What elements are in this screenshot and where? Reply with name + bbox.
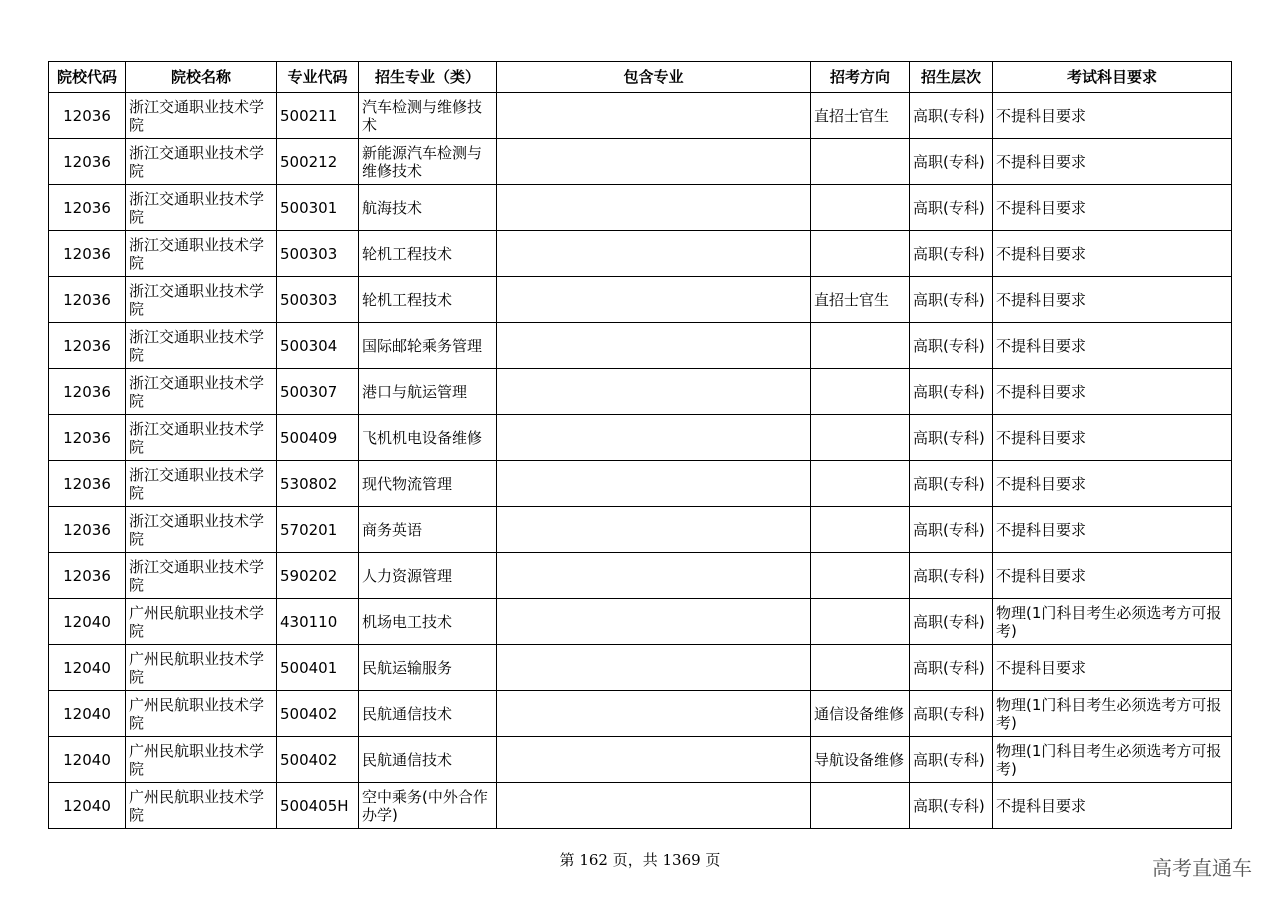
level-cell: 高职(专科) xyxy=(910,461,993,507)
requirement-cell: 不提科目要求 xyxy=(993,415,1232,461)
column-header: 考试科目要求 xyxy=(993,62,1232,93)
direction-cell xyxy=(811,553,910,599)
level-cell: 高职(专科) xyxy=(910,185,993,231)
column-header: 院校代码 xyxy=(49,62,126,93)
column-header: 院校名称 xyxy=(126,62,277,93)
direction-cell xyxy=(811,415,910,461)
major-cell: 飞机机电设备维修 xyxy=(359,415,497,461)
included-majors-cell xyxy=(497,461,811,507)
major-code-cell: 500212 xyxy=(277,139,359,185)
table-body xyxy=(49,93,1232,829)
table-row xyxy=(49,139,1232,185)
column-header: 专业代码 xyxy=(277,62,359,93)
included-majors-cell xyxy=(497,599,811,645)
table-row xyxy=(49,645,1232,691)
major-code-cell: 500307 xyxy=(277,369,359,415)
included-majors-cell xyxy=(497,369,811,415)
major-cell: 人力资源管理 xyxy=(359,553,497,599)
major-code-cell: 500401 xyxy=(277,645,359,691)
included-majors-cell xyxy=(497,277,811,323)
direction-cell xyxy=(811,783,910,829)
direction-cell xyxy=(811,507,910,553)
school-name-cell: 广州民航职业技术学院 xyxy=(126,737,277,783)
direction-cell xyxy=(811,323,910,369)
column-header: 招考方向 xyxy=(811,62,910,93)
major-cell: 商务英语 xyxy=(359,507,497,553)
included-majors-cell xyxy=(497,645,811,691)
school-name-cell: 浙江交通职业技术学院 xyxy=(126,461,277,507)
major-cell: 民航通信技术 xyxy=(359,737,497,783)
major-cell: 民航通信技术 xyxy=(359,691,497,737)
level-cell: 高职(专科) xyxy=(910,231,993,277)
requirement-cell: 不提科目要求 xyxy=(993,277,1232,323)
direction-cell: 导航设备维修 xyxy=(811,737,910,783)
school-code-cell: 12036 xyxy=(49,139,126,185)
school-name-cell: 广州民航职业技术学院 xyxy=(126,645,277,691)
requirement-cell: 不提科目要求 xyxy=(993,645,1232,691)
major-cell: 轮机工程技术 xyxy=(359,231,497,277)
major-cell: 国际邮轮乘务管理 xyxy=(359,323,497,369)
school-code-cell: 12036 xyxy=(49,553,126,599)
school-code-cell: 12036 xyxy=(49,369,126,415)
major-code-cell: 500409 xyxy=(277,415,359,461)
level-cell: 高职(专科) xyxy=(910,93,993,139)
admissions-table xyxy=(48,61,1232,829)
school-code-cell: 12040 xyxy=(49,691,126,737)
level-cell: 高职(专科) xyxy=(910,415,993,461)
requirement-cell: 物理(1门科目考生必须选考方可报考) xyxy=(993,691,1232,737)
school-name-cell: 浙江交通职业技术学院 xyxy=(126,323,277,369)
major-cell: 机场电工技术 xyxy=(359,599,497,645)
watermark: 高考直通车 xyxy=(1152,856,1252,880)
major-cell: 空中乘务(中外合作办学) xyxy=(359,783,497,829)
school-code-cell: 12036 xyxy=(49,415,126,461)
requirement-cell: 不提科目要求 xyxy=(993,783,1232,829)
major-code-cell: 500402 xyxy=(277,737,359,783)
school-name-cell: 浙江交通职业技术学院 xyxy=(126,93,277,139)
table-row xyxy=(49,369,1232,415)
school-name-cell: 广州民航职业技术学院 xyxy=(126,783,277,829)
school-name-cell: 浙江交通职业技术学院 xyxy=(126,369,277,415)
major-code-cell: 500303 xyxy=(277,277,359,323)
school-name-cell: 浙江交通职业技术学院 xyxy=(126,185,277,231)
included-majors-cell xyxy=(497,507,811,553)
level-cell: 高职(专科) xyxy=(910,783,993,829)
level-cell: 高职(专科) xyxy=(910,323,993,369)
included-majors-cell xyxy=(497,231,811,277)
school-code-cell: 12040 xyxy=(49,783,126,829)
column-header: 包含专业 xyxy=(497,62,811,93)
level-cell: 高职(专科) xyxy=(910,737,993,783)
school-name-cell: 浙江交通职业技术学院 xyxy=(126,507,277,553)
direction-cell xyxy=(811,599,910,645)
school-code-cell: 12036 xyxy=(49,461,126,507)
major-cell: 民航运输服务 xyxy=(359,645,497,691)
requirement-cell: 不提科目要求 xyxy=(993,93,1232,139)
column-header: 招生层次 xyxy=(910,62,993,93)
requirement-cell: 不提科目要求 xyxy=(993,369,1232,415)
school-code-cell: 12036 xyxy=(49,231,126,277)
table-row xyxy=(49,553,1232,599)
included-majors-cell xyxy=(497,783,811,829)
major-cell: 轮机工程技术 xyxy=(359,277,497,323)
direction-cell xyxy=(811,231,910,277)
school-name-cell: 浙江交通职业技术学院 xyxy=(126,415,277,461)
school-name-cell: 浙江交通职业技术学院 xyxy=(126,139,277,185)
school-name-cell: 广州民航职业技术学院 xyxy=(126,691,277,737)
requirement-cell: 不提科目要求 xyxy=(993,139,1232,185)
major-code-cell: 570201 xyxy=(277,507,359,553)
table-row xyxy=(49,691,1232,737)
school-name-cell: 广州民航职业技术学院 xyxy=(126,599,277,645)
school-name-cell: 浙江交通职业技术学院 xyxy=(126,277,277,323)
major-code-cell: 590202 xyxy=(277,553,359,599)
included-majors-cell xyxy=(497,93,811,139)
major-code-cell: 500405H xyxy=(277,783,359,829)
table-row xyxy=(49,323,1232,369)
column-header: 招生专业（类） xyxy=(359,62,497,93)
major-code-cell: 530802 xyxy=(277,461,359,507)
school-code-cell: 12040 xyxy=(49,645,126,691)
table-row xyxy=(49,461,1232,507)
school-name-cell: 浙江交通职业技术学院 xyxy=(126,231,277,277)
direction-cell xyxy=(811,369,910,415)
direction-cell: 通信设备维修 xyxy=(811,691,910,737)
school-code-cell: 12036 xyxy=(49,93,126,139)
level-cell: 高职(专科) xyxy=(910,139,993,185)
major-cell: 新能源汽车检测与维修技术 xyxy=(359,139,497,185)
level-cell: 高职(专科) xyxy=(910,369,993,415)
included-majors-cell xyxy=(497,185,811,231)
table-row xyxy=(49,415,1232,461)
direction-cell: 直招士官生 xyxy=(811,93,910,139)
requirement-cell: 不提科目要求 xyxy=(993,231,1232,277)
school-code-cell: 12036 xyxy=(49,323,126,369)
major-cell: 航海技术 xyxy=(359,185,497,231)
page-footer: 第 162 页，共 1369 页 xyxy=(559,851,721,869)
major-code-cell: 430110 xyxy=(277,599,359,645)
school-code-cell: 12036 xyxy=(49,277,126,323)
requirement-cell: 不提科目要求 xyxy=(993,553,1232,599)
school-code-cell: 12036 xyxy=(49,185,126,231)
included-majors-cell xyxy=(497,139,811,185)
requirement-cell: 不提科目要求 xyxy=(993,461,1232,507)
major-cell: 现代物流管理 xyxy=(359,461,497,507)
requirement-cell: 不提科目要求 xyxy=(993,323,1232,369)
major-code-cell: 500402 xyxy=(277,691,359,737)
level-cell: 高职(专科) xyxy=(910,599,993,645)
table-row xyxy=(49,737,1232,783)
direction-cell xyxy=(811,185,910,231)
table-row xyxy=(49,231,1232,277)
major-code-cell: 500304 xyxy=(277,323,359,369)
major-code-cell: 500303 xyxy=(277,231,359,277)
requirement-cell: 物理(1门科目考生必须选考方可报考) xyxy=(993,599,1232,645)
included-majors-cell xyxy=(497,737,811,783)
table-row xyxy=(49,185,1232,231)
school-code-cell: 12036 xyxy=(49,507,126,553)
included-majors-cell xyxy=(497,415,811,461)
included-majors-cell xyxy=(497,553,811,599)
level-cell: 高职(专科) xyxy=(910,277,993,323)
table-row xyxy=(49,277,1232,323)
level-cell: 高职(专科) xyxy=(910,645,993,691)
major-code-cell: 500211 xyxy=(277,93,359,139)
included-majors-cell xyxy=(497,691,811,737)
level-cell: 高职(专科) xyxy=(910,507,993,553)
table-row xyxy=(49,93,1232,139)
direction-cell: 直招士官生 xyxy=(811,277,910,323)
table-row xyxy=(49,599,1232,645)
school-code-cell: 12040 xyxy=(49,737,126,783)
major-code-cell: 500301 xyxy=(277,185,359,231)
school-name-cell: 浙江交通职业技术学院 xyxy=(126,553,277,599)
requirement-cell: 不提科目要求 xyxy=(993,185,1232,231)
table-row xyxy=(49,783,1232,829)
level-cell: 高职(专科) xyxy=(910,691,993,737)
table-header-row xyxy=(49,62,1232,93)
included-majors-cell xyxy=(497,323,811,369)
requirement-cell: 不提科目要求 xyxy=(993,507,1232,553)
school-code-cell: 12040 xyxy=(49,599,126,645)
major-cell: 港口与航运管理 xyxy=(359,369,497,415)
level-cell: 高职(专科) xyxy=(910,553,993,599)
direction-cell xyxy=(811,139,910,185)
table-row xyxy=(49,507,1232,553)
major-cell: 汽车检测与维修技术 xyxy=(359,93,497,139)
requirement-cell: 物理(1门科目考生必须选考方可报考) xyxy=(993,737,1232,783)
direction-cell xyxy=(811,645,910,691)
direction-cell xyxy=(811,461,910,507)
